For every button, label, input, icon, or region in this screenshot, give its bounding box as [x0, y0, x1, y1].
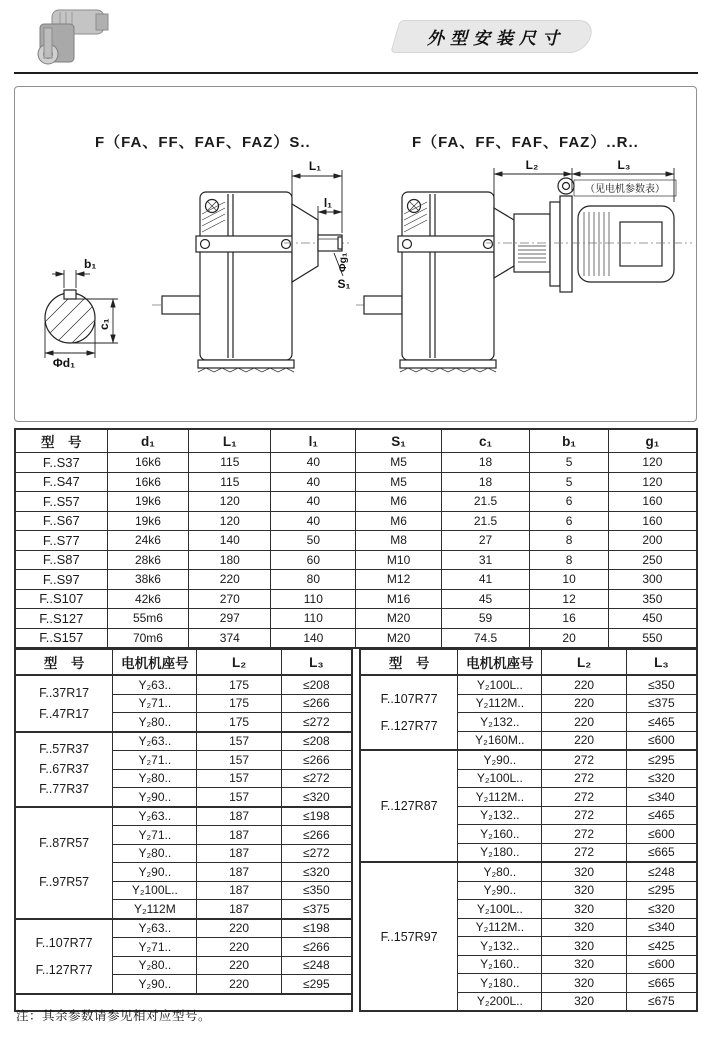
table-row	[15, 511, 697, 531]
value-cell: 120	[608, 472, 697, 492]
motor-frame-cell: Y₂112M..	[458, 694, 542, 713]
value-cell: 6	[530, 492, 608, 512]
value-cell: 550	[608, 628, 697, 648]
motor-frame-cell: Y₂180..	[458, 843, 542, 862]
l2-cell: 157	[197, 751, 281, 770]
th-motor-frame: 电机机座号	[113, 649, 197, 675]
th-L3: L₃	[626, 649, 697, 675]
th-model: 型 号	[15, 649, 113, 675]
model-group-cell	[15, 675, 113, 732]
motor-frame-cell: Y₂80..	[113, 844, 197, 863]
motor-frame-cell: Y₂160..	[458, 955, 542, 974]
motor-frame-cell: Y₂90..	[458, 881, 542, 900]
gearbox-photo	[18, 6, 130, 66]
motor-note-label: （见电机参数表）	[585, 184, 665, 195]
value-cell: M12	[356, 570, 441, 590]
th-L3: L₃	[281, 649, 352, 675]
table-row	[360, 862, 697, 881]
l3-cell: ≤600	[626, 955, 697, 974]
model-label: F..67R37	[39, 762, 90, 777]
l2-cell: 220	[542, 713, 626, 732]
l3-cell: ≤665	[626, 974, 697, 993]
l3-cell: ≤675	[626, 992, 697, 1011]
table-row	[15, 675, 352, 694]
value-cell: 115	[189, 453, 271, 473]
value-cell: 16k6	[107, 453, 189, 473]
value-cell: 50	[271, 531, 356, 551]
motor-frame-cell: Y₂63..	[113, 807, 197, 826]
footnote: 注：其余参数请参见相对应型号。	[16, 1009, 212, 1023]
model-cell: F..S67	[15, 511, 107, 531]
l3-cell: ≤600	[626, 825, 697, 844]
l2-cell: 220	[542, 731, 626, 750]
value-cell: 5	[530, 472, 608, 492]
dim-label-d1: Φd₁	[52, 356, 76, 370]
value-cell: M6	[356, 492, 441, 512]
model-cell: F..S57	[15, 492, 107, 512]
l2-cell: 220	[542, 694, 626, 713]
motor-frame-cell: Y₂71..	[113, 751, 197, 770]
motor-frame-cell: Y₂71..	[113, 938, 197, 957]
table-row	[15, 550, 697, 570]
motor-frame-cell: Y₂112M	[113, 900, 197, 919]
l3-cell: ≤266	[281, 751, 352, 770]
dim-label-g1: Φg₁	[337, 252, 349, 272]
l2-cell: 320	[542, 881, 626, 900]
l2-cell: 272	[542, 825, 626, 844]
value-cell: 6	[530, 511, 608, 531]
table2-right-header-row	[360, 649, 697, 675]
drawing-title-right: F（FA、FF、FAF、FAZ）..R..	[412, 134, 639, 151]
l3-cell: ≤266	[281, 694, 352, 713]
th-L2: L₂	[542, 649, 626, 675]
value-cell: 450	[608, 609, 697, 629]
value-cell: 40	[271, 492, 356, 512]
motor-frame-cell: Y₂112M..	[458, 918, 542, 937]
value-cell: 120	[608, 453, 697, 473]
th-l1: l₁	[271, 429, 356, 453]
value-cell: 80	[271, 570, 356, 590]
th-g1: g₁	[608, 429, 697, 453]
l2-cell: 157	[197, 788, 281, 807]
l2-cell: 187	[197, 807, 281, 826]
motor-frame-cell: Y₂160M..	[458, 731, 542, 750]
l3-cell: ≤375	[626, 694, 697, 713]
l2-cell: 320	[542, 937, 626, 956]
value-cell: 220	[189, 570, 271, 590]
model-cell: F..S97	[15, 570, 107, 590]
model-group-cell	[15, 732, 113, 807]
motor-frame-cell: Y₂132..	[458, 937, 542, 956]
value-cell: 270	[189, 589, 271, 609]
l3-cell: ≤665	[626, 843, 697, 862]
motor-frame-cell: Y₂90..	[113, 863, 197, 882]
l2-cell: 220	[197, 956, 281, 975]
motor-frame-cell: Y₂200L..	[458, 992, 542, 1011]
motor-table-left	[14, 648, 353, 1012]
l2-cell: 320	[542, 862, 626, 881]
l3-cell: ≤266	[281, 938, 352, 957]
value-cell: 18	[441, 453, 530, 473]
motor-frame-cell: Y₂63..	[113, 732, 197, 751]
model-group-cell	[15, 807, 113, 919]
dim-label-L2: L₂	[525, 158, 539, 172]
model-cell: F..S87	[15, 550, 107, 570]
motor-frame-cell: Y₂90..	[458, 750, 542, 769]
model-label: F..127R87	[380, 799, 438, 813]
l2-cell: 272	[542, 769, 626, 788]
l2-cell: 220	[542, 675, 626, 694]
table-row	[15, 453, 697, 473]
l3-cell: ≤272	[281, 713, 352, 732]
l2-cell: 320	[542, 992, 626, 1011]
model-label: F..127R77	[380, 718, 438, 733]
value-cell: 110	[271, 609, 356, 629]
model-group-cell	[360, 675, 458, 750]
table-row	[15, 919, 352, 938]
motor-frame-cell: Y₂63..	[113, 919, 197, 938]
motor-frame-cell: Y₂180..	[458, 974, 542, 993]
value-cell: 19k6	[107, 511, 189, 531]
dim-label-l1: l₁	[323, 196, 333, 210]
value-cell: 42k6	[107, 589, 189, 609]
model-label: F..127R77	[35, 962, 93, 977]
l3-cell: ≤272	[281, 844, 352, 863]
model-label: F..57R37	[39, 742, 90, 757]
l2-cell: 272	[542, 788, 626, 807]
l3-cell: ≤465	[626, 713, 697, 732]
value-cell: M5	[356, 472, 441, 492]
l2-cell: 175	[197, 713, 281, 732]
table-row	[15, 732, 352, 751]
value-cell: M6	[356, 511, 441, 531]
value-cell: 70m6	[107, 628, 189, 648]
value-cell: M8	[356, 531, 441, 551]
th-d1: d₁	[107, 429, 189, 453]
l3-cell: ≤600	[626, 731, 697, 750]
value-cell: 59	[441, 609, 530, 629]
l2-cell: 175	[197, 675, 281, 694]
motor-tables	[14, 648, 698, 1012]
l3-cell: ≤198	[281, 919, 352, 938]
model-cell: F..S107	[15, 589, 107, 609]
value-cell: 10	[530, 570, 608, 590]
l3-cell: ≤375	[281, 900, 352, 919]
l3-cell: ≤198	[281, 807, 352, 826]
value-cell: 21.5	[441, 511, 530, 531]
value-cell: 8	[530, 550, 608, 570]
value-cell: 300	[608, 570, 697, 590]
value-cell: 250	[608, 550, 697, 570]
value-cell: 297	[189, 609, 271, 629]
value-cell: 40	[271, 453, 356, 473]
l2-cell: 272	[542, 750, 626, 769]
l2-cell: 272	[542, 843, 626, 862]
model-label: F..47R17	[39, 706, 90, 721]
value-cell: 28k6	[107, 550, 189, 570]
value-cell: 140	[189, 531, 271, 551]
model-group-cell	[360, 750, 458, 862]
th-b1: b₁	[530, 429, 608, 453]
table-row	[15, 492, 697, 512]
l3-cell: ≤320	[281, 788, 352, 807]
motor-frame-cell: Y₂90..	[113, 788, 197, 807]
dim-label-c1: c₁	[97, 318, 111, 330]
l2-cell: 187	[197, 844, 281, 863]
value-cell: 8	[530, 531, 608, 551]
l2-cell: 157	[197, 769, 281, 788]
value-cell: 160	[608, 492, 697, 512]
table1-header-row	[15, 429, 697, 453]
th-S1: S₁	[356, 429, 441, 453]
motor-frame-cell: Y₂100L..	[458, 769, 542, 788]
value-cell: 19k6	[107, 492, 189, 512]
value-cell: M20	[356, 628, 441, 648]
value-cell: 20	[530, 628, 608, 648]
drawing-right-gearmotor	[356, 150, 696, 418]
model-label: F..87R57	[39, 836, 90, 851]
l3-cell: ≤248	[626, 862, 697, 881]
value-cell: 16k6	[107, 472, 189, 492]
model-group-cell	[360, 862, 458, 1011]
l3-cell: ≤320	[626, 900, 697, 919]
dim-label-L3: L₃	[617, 158, 631, 172]
l3-cell: ≤320	[626, 769, 697, 788]
th-L1: L₁	[189, 429, 271, 453]
l3-cell: ≤465	[626, 806, 697, 825]
model-label: F..157R97	[380, 929, 438, 944]
model-cell: F..S77	[15, 531, 107, 551]
th-L2: L₂	[197, 649, 281, 675]
value-cell: 27	[441, 531, 530, 551]
motor-frame-cell: Y₂132..	[458, 806, 542, 825]
table-row	[15, 609, 697, 629]
model-label: F..77R37	[39, 782, 90, 797]
drawing-left-gearbox	[12, 150, 356, 418]
motor-frame-cell: Y₂80..	[113, 956, 197, 975]
value-cell: 41	[441, 570, 530, 590]
th-motor-frame: 电机机座号	[458, 649, 542, 675]
l2-cell: 320	[542, 955, 626, 974]
value-cell: 12	[530, 589, 608, 609]
model-cell: F..S157	[15, 628, 107, 648]
motor-table-right	[359, 648, 698, 1012]
th-model: 型 号	[15, 429, 107, 453]
l2-cell: 187	[197, 826, 281, 845]
value-cell: 45	[441, 589, 530, 609]
model-cell: F..S37	[15, 453, 107, 473]
table-row	[15, 570, 697, 590]
model-label: F..107R77	[380, 692, 438, 707]
l3-cell: ≤425	[626, 937, 697, 956]
motor-frame-cell: Y₂80..	[458, 862, 542, 881]
value-cell: 21.5	[441, 492, 530, 512]
value-cell: 16	[530, 609, 608, 629]
value-cell: 115	[189, 472, 271, 492]
value-cell: 350	[608, 589, 697, 609]
l2-cell: 187	[197, 863, 281, 882]
l3-cell: ≤208	[281, 675, 352, 694]
value-cell: 5	[530, 453, 608, 473]
value-cell: 140	[271, 628, 356, 648]
value-cell: 18	[441, 472, 530, 492]
l2-cell: 220	[197, 975, 281, 994]
th-model: 型 号	[360, 649, 458, 675]
l2-cell: 320	[542, 974, 626, 993]
value-cell: M10	[356, 550, 441, 570]
value-cell: 60	[271, 550, 356, 570]
table-row	[360, 750, 697, 769]
table-row	[15, 807, 352, 826]
l2-cell: 187	[197, 900, 281, 919]
value-cell: 74.5	[441, 628, 530, 648]
page-title: 外型安装尺寸	[427, 29, 565, 48]
dim-label-S1: S₁	[337, 277, 351, 291]
drawing-title-left: F（FA、FF、FAF、FAZ）S..	[95, 134, 311, 151]
value-cell: M16	[356, 589, 441, 609]
th-c1: c₁	[441, 429, 530, 453]
value-cell: 24k6	[107, 531, 189, 551]
dim-label-L1: L₁	[308, 159, 322, 173]
dimensions-table-s	[14, 428, 698, 649]
model-cell: F..S127	[15, 609, 107, 629]
l2-cell: 320	[542, 918, 626, 937]
value-cell: 200	[608, 531, 697, 551]
motor-frame-cell: Y₂63..	[113, 675, 197, 694]
l3-cell: ≤272	[281, 769, 352, 788]
table-row	[15, 589, 697, 609]
value-cell: 38k6	[107, 570, 189, 590]
model-label: F..37R17	[39, 685, 90, 700]
l2-cell: 175	[197, 694, 281, 713]
model-group-cell	[15, 919, 113, 994]
l3-cell: ≤350	[281, 881, 352, 900]
table2-left-header-row	[15, 649, 352, 675]
model-cell: F..S47	[15, 472, 107, 492]
motor-frame-cell: Y₂80..	[113, 713, 197, 732]
motor-frame-cell: Y₂132..	[458, 713, 542, 732]
value-cell: 160	[608, 511, 697, 531]
value-cell: M5	[356, 453, 441, 473]
motor-frame-cell: Y₂80..	[113, 769, 197, 788]
value-cell: 40	[271, 472, 356, 492]
table-row	[15, 531, 697, 551]
l3-cell: ≤340	[626, 788, 697, 807]
motor-frame-cell: Y₂100L..	[458, 900, 542, 919]
table-row	[15, 472, 697, 492]
motor-frame-cell: Y₂112M..	[458, 788, 542, 807]
l3-cell: ≤295	[626, 750, 697, 769]
value-cell: 55m6	[107, 609, 189, 629]
motor-frame-cell: Y₂71..	[113, 826, 197, 845]
l3-cell: ≤295	[281, 975, 352, 994]
header-divider	[14, 72, 698, 74]
value-cell: M20	[356, 609, 441, 629]
l3-cell: ≤266	[281, 826, 352, 845]
table-row	[15, 628, 697, 648]
value-cell: 120	[189, 511, 271, 531]
l3-cell: ≤350	[626, 675, 697, 694]
value-cell: 31	[441, 550, 530, 570]
dim-label-b1: b₁	[84, 257, 97, 271]
l3-cell: ≤248	[281, 956, 352, 975]
motor-frame-cell: Y₂90..	[113, 975, 197, 994]
l2-cell: 220	[197, 938, 281, 957]
motor-frame-cell: Y₂160..	[458, 825, 542, 844]
value-cell: 120	[189, 492, 271, 512]
value-cell: 180	[189, 550, 271, 570]
motor-frame-cell: Y₂100L..	[458, 675, 542, 694]
value-cell: 110	[271, 589, 356, 609]
motor-frame-cell: Y₂71..	[113, 694, 197, 713]
motor-frame-cell: Y₂100L..	[113, 881, 197, 900]
l2-cell: 320	[542, 900, 626, 919]
l2-cell: 187	[197, 881, 281, 900]
l2-cell: 157	[197, 732, 281, 751]
l2-cell: 220	[197, 919, 281, 938]
model-label: F..107R77	[35, 935, 93, 950]
value-cell: 374	[189, 628, 271, 648]
l2-cell: 272	[542, 806, 626, 825]
l3-cell: ≤295	[626, 881, 697, 900]
l3-cell: ≤320	[281, 863, 352, 882]
l3-cell: ≤340	[626, 918, 697, 937]
table-row	[360, 675, 697, 694]
model-label: F..97R57	[39, 874, 90, 889]
l3-cell: ≤208	[281, 732, 352, 751]
value-cell: 40	[271, 511, 356, 531]
